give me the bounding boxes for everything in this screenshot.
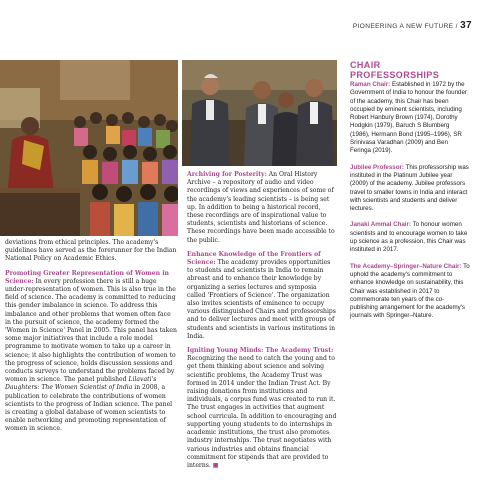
- chair-professorships-title: [350, 61, 470, 80]
- frontiers-paragraph: [187, 251, 337, 341]
- scientists-group-image: [182, 60, 337, 166]
- header-divider: /: [455, 23, 461, 30]
- left-text-column: [5, 239, 177, 440]
- janaki-ammal-heading: Janaki Ammal Chair:: [350, 221, 411, 229]
- jubilee-professor-heading: Jubilee Professor:: [350, 163, 404, 171]
- women-in-science-paragraph: [5, 270, 177, 434]
- academy-trust-paragraph: [187, 347, 337, 470]
- springer-nature-paragraph: [350, 263, 470, 321]
- archiving-paragraph: [187, 171, 337, 245]
- archiving-heading: Archiving for Posterity:: [187, 171, 267, 178]
- springer-nature-heading: The Academy–Springer–Nature Chair:: [350, 262, 462, 270]
- janaki-ammal-body: To honour women scientists and to encourage women to take up science as a profession, this Chair was instituted in 2017.: [350, 221, 468, 254]
- middle-text-column: [187, 171, 337, 476]
- jubilee-professor-body: This professorship was instituted in the Platinum Jubilee year (2009) of the academy. Jubilee professors travel to smaller towns in India and interact with scientists and students and deliver lectures.: [350, 163, 469, 213]
- frontiers-body: The academy provides opportunities to students and scientists in India to remain abreast and to enhance their knowledge by organizing a series lectures and symposia called 'Frontiers of Science'. The organization also invites scientists of eminence to occupy various distinguished Chairs and professorships and to deliver lectures and meet with groups of students and scientists in various institutions in India.: [187, 259, 336, 340]
- page-number: 37: [460, 20, 472, 31]
- end-of-article-mark: ■: [212, 461, 219, 469]
- raman-chair-heading: Raman Chair:: [350, 81, 391, 88]
- jubilee-professor-paragraph: [350, 164, 470, 214]
- women-in-science-heading: Promoting Greater Representation of Women in Science:: [5, 269, 169, 285]
- raman-chair-body: Established in 1972 by the Government of India to honour the founder of the academy, this Chair has been occupied by eminent scientists, including Robert Hanbury Brown (1974), Dorothy Hodgkin (1979), Baruch S Blumberg (1986), Hermann Bond (1995–1996), SR Srinivasa Varadhan (2009) and Ben Feringa (2019).: [350, 81, 467, 155]
- chair-professorships-column: [350, 61, 470, 329]
- title-line-1: CHAIR: [350, 60, 381, 70]
- academy-trust-body: Recognizing the need to catch the young and to get them thinking about science and solving scientific problems, the Academy Trust was formed in 2014 under the Indian Trust Act. By raising donations from institutions and individuals, a corpus fund was created to run it. The trust engages in activities that augment school curricula. In addition to encouraging and supporting young students to do internships in academic institutions, the trust also promotes industry internships. The trust negotiates with various industries and obtains financial commitment for stipends that are provided to interns.: [187, 355, 337, 469]
- archiving-body: An Oral History Archive – a repository of audio and video recordings of views and experiences of some of the academy's leading scientists – is being set up. In addition to being a historical record, these recordings are of inspirational value to students, scientists and historians of science. These recordings have been made accessible to the public.: [187, 171, 335, 244]
- title-line-2: PROFESSORSHIPS: [350, 69, 440, 80]
- women-in-science-body-1: In every profession there is still a huge under-representation of women. This is also true in the field of science. The academy is committed to reducing this gender imbalance in science. To address this imbalance and other problems that women often face in the pursuit of science, the academy formed the 'Women in Science' Panel in 2005. This panel has taken some major initiatives that include a role model programme to motivate women to take up a career in science; it also highlights the contribution of women to the progress of science, holds discussion sessions and conducts surveys to understand the problems faced by women in science. The panel published: [5, 277, 177, 384]
- lecture-hall-image: [0, 60, 178, 236]
- book-title: Lilavati's Daughters: The Women Scientist of India: [5, 376, 157, 392]
- section-label: PIONEERING A NEW FUTURE: [352, 23, 454, 30]
- page-header: [353, 20, 472, 31]
- ethics-paragraph: deviations from ethical principles. The academy's guidelines have served as the forerunner for the Indian National Policy on Academic Ethics.: [5, 239, 177, 263]
- janaki-ammal-paragraph: [350, 221, 470, 254]
- women-in-science-body-2: in 2008, a publication to celebrate the contributions of women scientists to the progress of Indian science. The panel is creating a global database of women scientists to enable networking and promoting representation of women in science.: [5, 384, 173, 433]
- springer-nature-body: To uphold the academy's commitment to enhance knowledge on sustainability, this Chair was established in 2017 to commemorate ten years of the co-publishing arrangement for the academy's journals with Springer–Nature.: [350, 262, 470, 320]
- academy-trust-heading: Igniting Young Minds: The Academy Trust:: [187, 347, 334, 355]
- lecture-hall-photo: [0, 60, 178, 236]
- frontiers-heading: Enhance Knowledge of the Frontiers of Science:: [187, 250, 321, 267]
- raman-chair-paragraph: [350, 81, 470, 156]
- scientists-group-photo: [182, 60, 337, 166]
